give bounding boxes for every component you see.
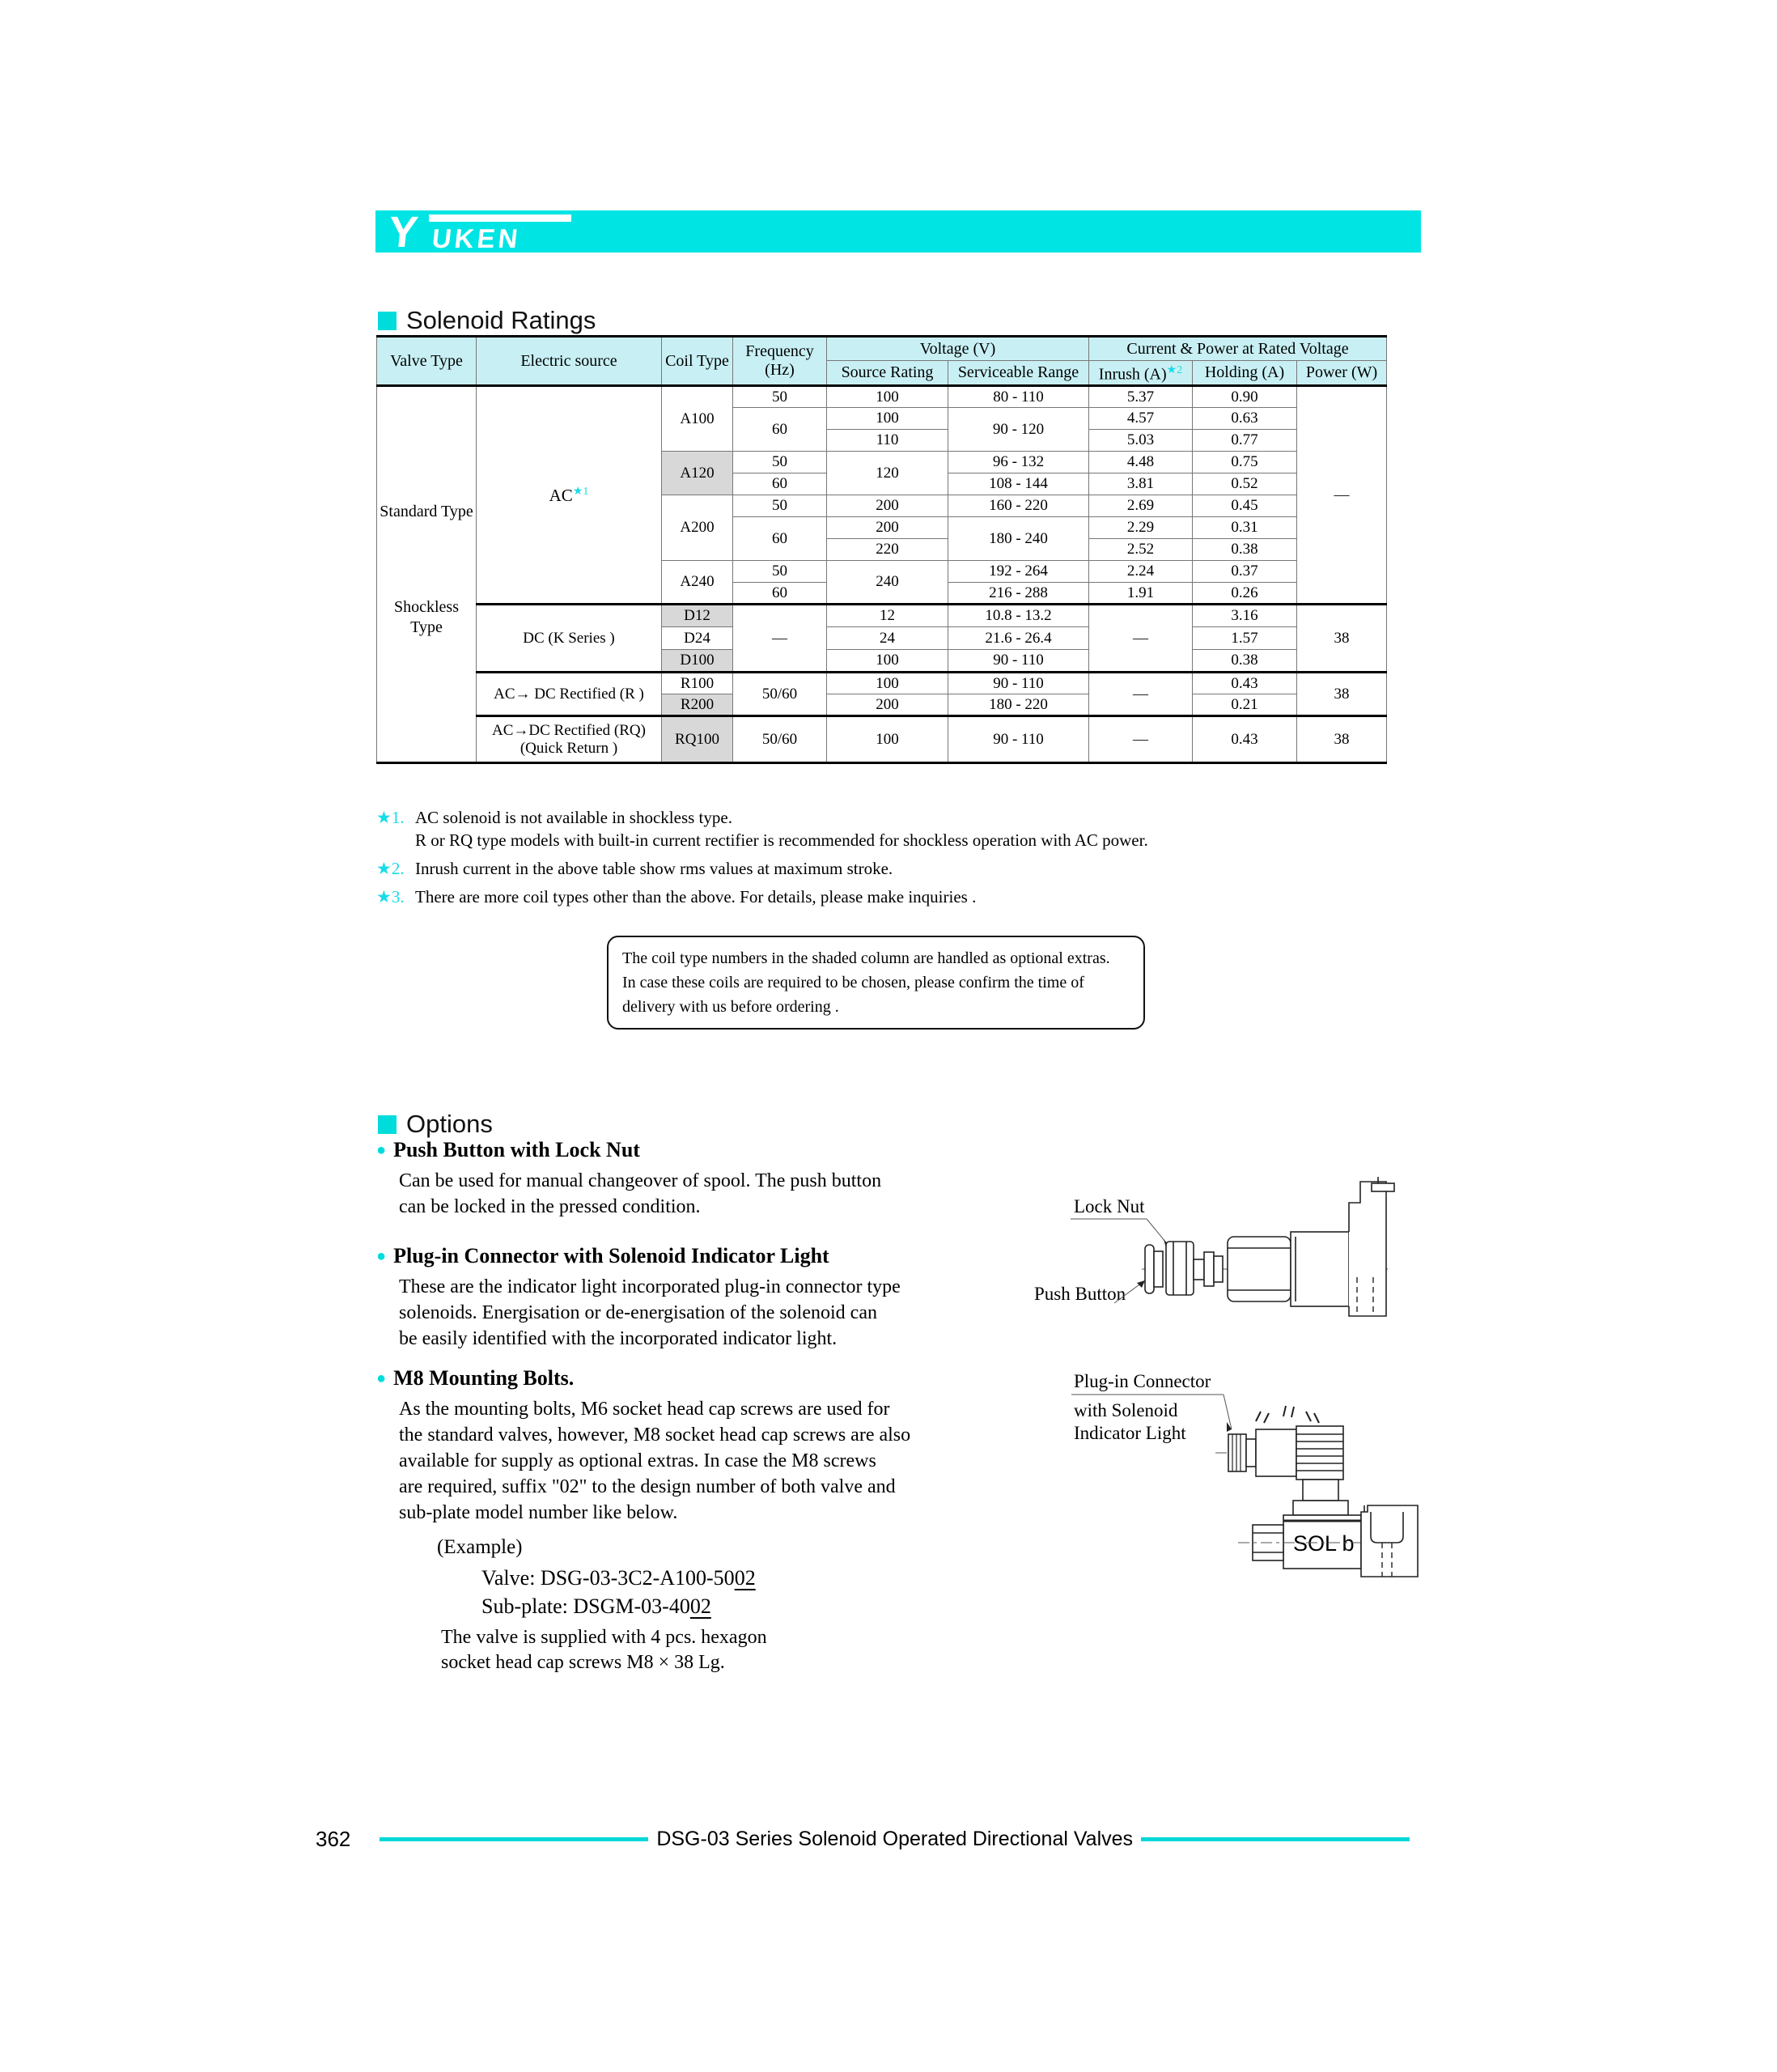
optional-extras-box [607,936,1145,1030]
plug-in-connector-label: Plug-in Connector [1074,1371,1211,1391]
table-cell: 60 [733,583,827,605]
coil-a200: A200 [662,495,733,561]
valve-type-shockless: Shockless Type [394,598,459,636]
table-cell: 96 - 132 [948,452,1089,473]
box-line3: delivery with us before ordering . [622,998,839,1016]
table-cell: 90 - 110 [948,716,1089,763]
source-rq-cell [477,716,662,763]
coil-rq100-optional: RQ100 [662,716,733,763]
table-cell: 90 - 110 [948,650,1089,673]
table-cell: — [1089,716,1193,763]
table-cell: 12 [827,605,948,627]
option-body [399,1168,881,1220]
light-rays-icon [1256,1406,1319,1423]
table-cell: 10.8 - 13.2 [948,605,1089,627]
source-ac-cell [477,386,662,605]
col-header-electric-source: Electric source [477,337,662,386]
valve-body-shape [1349,1182,1386,1316]
col-header-coil-type: Coil Type [662,337,733,386]
table-cell: 120 [827,452,948,495]
table-cell: — [1089,605,1193,673]
ac-power-cell: — [1297,386,1387,605]
page-number: 362 [316,1826,351,1851]
table-cell: 1.91 [1089,583,1193,605]
col-header-inrush [1089,361,1193,386]
table-cell: 220 [827,539,948,561]
coil-r100: R100 [662,673,733,694]
table-cell: 60 [733,408,827,452]
example-label: (Example) [437,1536,523,1558]
valve-type-cell [377,386,477,763]
body-line: available for supply as optional extras. In case the M8 screws [399,1450,876,1471]
subplate-model-prefix: Sub-plate: DSGM-03-40 [481,1594,690,1618]
col-header-serviceable-range: Serviceable Range [948,361,1089,386]
footnote-1-star: ★1. [376,808,405,827]
table-cell: 100 [827,408,948,430]
options-heading [378,1110,493,1139]
option-push-button [376,1138,881,1220]
table-cell: 90 - 120 [948,408,1089,452]
table-cell: 1.57 [1193,627,1297,650]
source-dc-cell: DC (K Series ) [477,605,662,673]
logo-letters-uken: UKEN [430,223,523,253]
option-body [399,1396,910,1526]
coil-a240: A240 [662,561,733,605]
footer-rule-right [1141,1837,1410,1841]
table-cell: 0.26 [1193,583,1297,605]
footer-title: DSG-03 Series Solenoid Operated Directional Valves [656,1827,1134,1850]
body-line: can be locked in the pressed condition. [399,1196,701,1217]
table-cell: 80 - 110 [948,386,1089,408]
table-cell: 192 - 264 [948,561,1089,583]
footnote-2-star: ★2. [376,859,405,878]
dc-power-cell: 38 [1297,605,1387,673]
valve-model-suffix: 02 [734,1566,756,1590]
footnote-2 [376,857,1148,880]
footnote-3-line1: There are more coil types other than the above. For details, please make inquiries . [415,887,977,906]
indicator-light-label: Indicator Light [1074,1423,1186,1443]
inrush-label: Inrush (A) [1098,365,1167,384]
section-square-icon [378,312,397,330]
table-cell: 90 - 110 [948,673,1089,694]
body-line: be easily identified with the incorporated indicator light. [399,1328,838,1349]
col-header-current-power-group: Current & Power at Rated Voltage [1089,337,1387,361]
body-line: socket head cap screws M8 × 38 Lg. [441,1652,725,1673]
table-cell: 60 [733,473,827,495]
knurl-shape [1228,1434,1246,1471]
bullet-icon: ● [376,1369,387,1387]
push-button-label: Push Button [1034,1284,1126,1304]
section-title: Options [406,1110,493,1138]
push-button-shape [1145,1245,1154,1293]
lock-nut-label: Lock Nut [1074,1196,1145,1216]
table-cell: 50 [733,452,827,473]
solenoid-shape [1291,1232,1349,1306]
table-cell: 0.38 [1193,650,1297,673]
valve-body-shape [1361,1505,1418,1577]
body-line: These are the indicator light incorporated plug-in connector type [399,1276,901,1297]
coil-a100: A100 [662,386,733,452]
table-cell: 50 [733,495,827,517]
coil-d100-optional: D100 [662,650,733,673]
box-line2: In case these coils are required to be chosen, please confirm the time of [622,974,1084,991]
option-title: Plug-in Connector with Solenoid Indicator Light [393,1244,829,1267]
adapter-shape [1228,1237,1291,1301]
example-block [437,1536,767,1675]
table-cell: 4.57 [1089,408,1193,430]
table-cell: 160 - 220 [948,495,1089,517]
col-header-valve-type: Valve Type [377,337,477,386]
example-models [481,1564,767,1620]
solenoid-ratings-heading [378,306,596,335]
table-cell: 200 [827,495,948,517]
body-line: The valve is supplied with 4 pcs. hexagon [441,1627,767,1648]
table-cell: 0.43 [1193,673,1297,694]
table-cell: — [1089,673,1193,716]
body-line: As the mounting bolts, M6 socket head cap screws are used for [399,1399,890,1420]
footer-rule-left [380,1837,648,1841]
table-cell: 50 [733,561,827,583]
example-valve-model [481,1564,767,1592]
page-footer [316,1823,1410,1855]
table-cell: 24 [827,627,948,650]
push-button-diagram [1024,1157,1396,1323]
table-cell: 2.24 [1089,561,1193,583]
col-header-source-rating: Source Rating [827,361,948,386]
coil-a120-optional: A120 [662,452,733,495]
valve-type-standard: Standard Type [380,503,473,520]
valve-model-prefix: Valve: DSG-03-3C2-A100-50 [481,1566,735,1590]
table-cell: 200 [827,694,948,716]
table-cell: 3.16 [1193,605,1297,627]
sol-b-label: SOL b [1293,1531,1355,1556]
example-subplate-model [481,1592,767,1620]
logo-bar [429,214,571,222]
source-rq-line1: AC→DC Rectified (RQ) [492,721,646,739]
table-cell: 200 [827,517,948,539]
col-header-power: Power (W) [1297,361,1387,386]
table-cell: 5.03 [1089,430,1193,452]
body-line: the standard valves, however, M8 socket head cap screws are also [399,1424,911,1446]
option-body [399,1274,901,1352]
ac-footnote-star: ★1 [572,485,589,498]
col-header-holding: Holding (A) [1193,361,1297,386]
coil-r200-optional: R200 [662,694,733,716]
table-cell: 0.63 [1193,408,1297,430]
coil-d12-optional: D12 [662,605,733,627]
rq-power-cell: 38 [1297,716,1387,763]
solenoid-ratings-table [376,335,1387,764]
source-rq-line2: (Quick Return ) [520,739,618,757]
table-cell: 240 [827,561,948,605]
plug-in-connector-diagram [1044,1345,1424,1582]
coil-d24: D24 [662,627,733,650]
table-cell: 0.43 [1193,716,1297,763]
box-line1: The coil type numbers in the shaded column are handled as optional extras. [622,949,1110,967]
table-cell: 0.38 [1193,539,1297,561]
col-header-frequency: Frequency (Hz) [733,337,827,386]
bullet-icon: ● [376,1141,387,1159]
table-cell: 110 [827,430,948,452]
r-power-cell: 38 [1297,673,1387,716]
table-cell: — [733,605,827,673]
table-cell: 0.52 [1193,473,1297,495]
table-cell: 5.37 [1089,386,1193,408]
table-cell: 0.21 [1193,694,1297,716]
col-header-voltage-group: Voltage (V) [827,337,1089,361]
bullet-icon: ● [376,1247,387,1265]
table-cell: 21.6 - 26.4 [948,627,1089,650]
table-cell: 2.29 [1089,517,1193,539]
body-line: are required, suffix "02" to the design number of both valve and [399,1476,896,1497]
table-cell: 100 [827,673,948,694]
brand-banner [375,208,1421,257]
footnote-1-line1: AC solenoid is not available in shockless type. [415,808,732,827]
table-cell: 50/60 [733,673,827,716]
option-m8-bolts [376,1366,910,1526]
table-cell: 50 [733,386,827,408]
table-cell: 0.75 [1193,452,1297,473]
footnote-1-line2: R or RQ type models with built-in current rectifier is recommended for shockless operation with AC power. [415,830,1148,850]
table-cell: 2.52 [1089,539,1193,561]
footnote-3-star: ★3. [376,887,405,906]
table-cell: 3.81 [1089,473,1193,495]
footnote-1 [376,806,1148,851]
table-cell: 60 [733,517,827,561]
option-title: M8 Mounting Bolts. [393,1366,575,1390]
table-cell: 100 [827,386,948,408]
section-title: Solenoid Ratings [406,306,596,334]
table-cell: 2.69 [1089,495,1193,517]
table-cell: 4.48 [1089,452,1193,473]
table-cell: 0.77 [1193,430,1297,452]
footnote-2-line1: Inrush current in the above table show rms values at maximum stroke. [415,859,893,878]
source-ac-label: AC [549,485,573,505]
with-solenoid-label: with Solenoid [1074,1400,1178,1420]
example-note [441,1625,767,1675]
table-cell: 0.31 [1193,517,1297,539]
body-line: Can be used for manual changeover of spool. The push button [399,1170,882,1191]
footnote-3 [376,885,1148,908]
table-cell: 50/60 [733,716,827,763]
table-cell: 108 - 144 [948,473,1089,495]
table-cell: 180 - 240 [948,517,1089,561]
table-cell: 180 - 220 [948,694,1089,716]
section-square-icon [378,1115,397,1134]
source-r-cell: AC→ DC Rectified (R ) [477,673,662,716]
table-footnotes [376,806,1148,914]
body-line: solenoids. Energisation or de-energisation of the solenoid can [399,1302,877,1323]
option-title: Push Button with Lock Nut [393,1138,640,1161]
logo-letter-y: Y [385,208,421,257]
table-cell: 100 [827,650,948,673]
table-cell: 0.90 [1193,386,1297,408]
table-cell: 0.45 [1193,495,1297,517]
table-cell: 0.37 [1193,561,1297,583]
table-cell: 216 - 288 [948,583,1089,605]
lock-nut-shape [1166,1242,1194,1295]
inrush-footnote-star: ★2 [1166,364,1183,377]
body-line: sub-plate model number like below. [399,1502,678,1523]
table-cell: 100 [827,716,948,763]
connector-housing-shape [1256,1429,1296,1476]
subplate-model-suffix: 02 [689,1594,711,1618]
yuken-logo [385,208,591,257]
option-plug-in-connector [376,1244,901,1352]
